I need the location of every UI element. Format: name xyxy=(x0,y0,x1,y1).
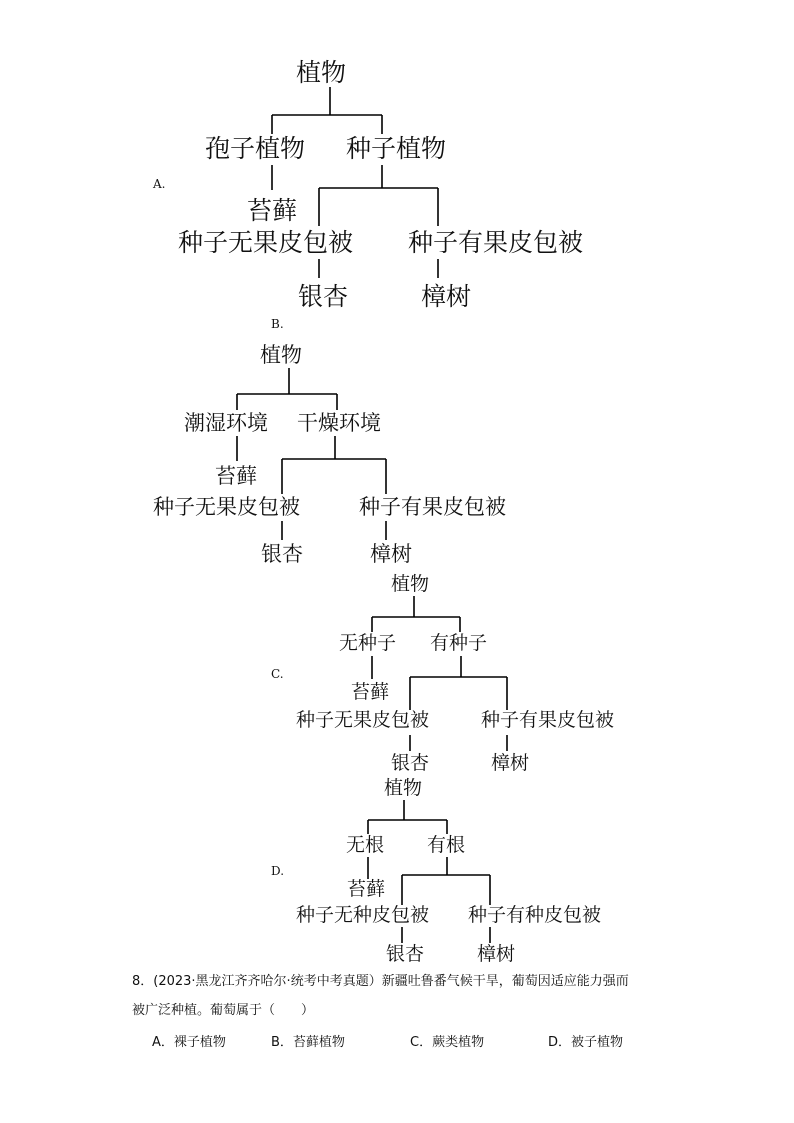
option-d-leaf-left-label: 苔藓 xyxy=(347,878,386,900)
option-a-leaf-right-label: 樟树 xyxy=(421,282,472,311)
option-a-level1-left-label: 孢子植物 xyxy=(205,134,306,163)
option-c-level1-right-label: 有种子 xyxy=(430,632,488,654)
option-a-letter[interactable]: A. xyxy=(153,177,166,191)
option-d-level2-right-label: 种子有种皮包被 xyxy=(468,904,602,926)
option-b-level1-left-label: 潮湿环境 xyxy=(184,411,268,435)
option-c-level2-left-label: 种子无果皮包被 xyxy=(296,709,430,731)
option-c-level2-right-label: 种子有果皮包被 xyxy=(481,709,615,731)
option-a-level2-right-label: 种子有果皮包被 xyxy=(408,228,584,257)
option-b-leaf-mid-label: 银杏 xyxy=(261,542,303,566)
choice-d[interactable]: D．被子植物 xyxy=(548,1035,624,1050)
option-b-letter[interactable]: B. xyxy=(271,317,284,331)
option-d-level1-left-label: 无根 xyxy=(346,834,385,856)
option-b-level2-left-label: 种子无果皮包被 xyxy=(153,495,300,519)
option-d-letter[interactable]: D. xyxy=(271,864,285,878)
option-b-level2-right-label: 种子有果皮包被 xyxy=(359,495,506,519)
option-c-root-label: 植物 xyxy=(391,573,430,595)
option-b-level1-right-label: 干燥环境 xyxy=(297,411,381,435)
option-d-leaf-right-label: 樟树 xyxy=(477,943,516,965)
option-d-level2-left-label: 种子无种皮包被 xyxy=(296,904,430,926)
option-d-root-label: 植物 xyxy=(384,777,423,799)
option-a-leaf-left-label: 苔藓 xyxy=(247,196,298,225)
option-c-leaf-right-label: 樟树 xyxy=(491,752,530,774)
option-d-leaf-mid-label: 银杏 xyxy=(386,943,425,965)
option-c-level1-left-label: 无种子 xyxy=(339,632,397,654)
option-a-level1-right-label: 种子植物 xyxy=(346,134,447,163)
option-c-leaf-left-label: 苔藓 xyxy=(351,681,390,703)
option-d-level1-right-label: 有根 xyxy=(427,834,466,856)
option-a-root-label: 植物 xyxy=(296,58,347,87)
option-b-leaf-left-label: 苔藓 xyxy=(215,464,257,488)
option-c-leaf-mid-label: 银杏 xyxy=(391,752,430,774)
choice-c[interactable]: C．蕨类植物 xyxy=(410,1035,485,1050)
choice-a[interactable]: A．裸子植物 xyxy=(152,1035,226,1050)
question-8-stem-line2: 被广泛种植。葡萄属于（ ） xyxy=(132,1003,315,1018)
question-8-stem-line1: 8．(2023·黑龙江齐齐哈尔·统考中考真题）新疆吐鲁番气候干旱，葡萄因适应能力强而 xyxy=(132,974,629,989)
option-a-leaf-mid-label: 银杏 xyxy=(298,282,349,311)
option-c-letter[interactable]: C. xyxy=(271,667,284,681)
option-a-level2-left-label: 种子无果皮包被 xyxy=(178,228,354,257)
option-b-root-label: 植物 xyxy=(260,343,302,367)
choice-b[interactable]: B．苔藓植物 xyxy=(271,1035,345,1050)
option-b-leaf-right-label: 樟树 xyxy=(370,542,412,566)
